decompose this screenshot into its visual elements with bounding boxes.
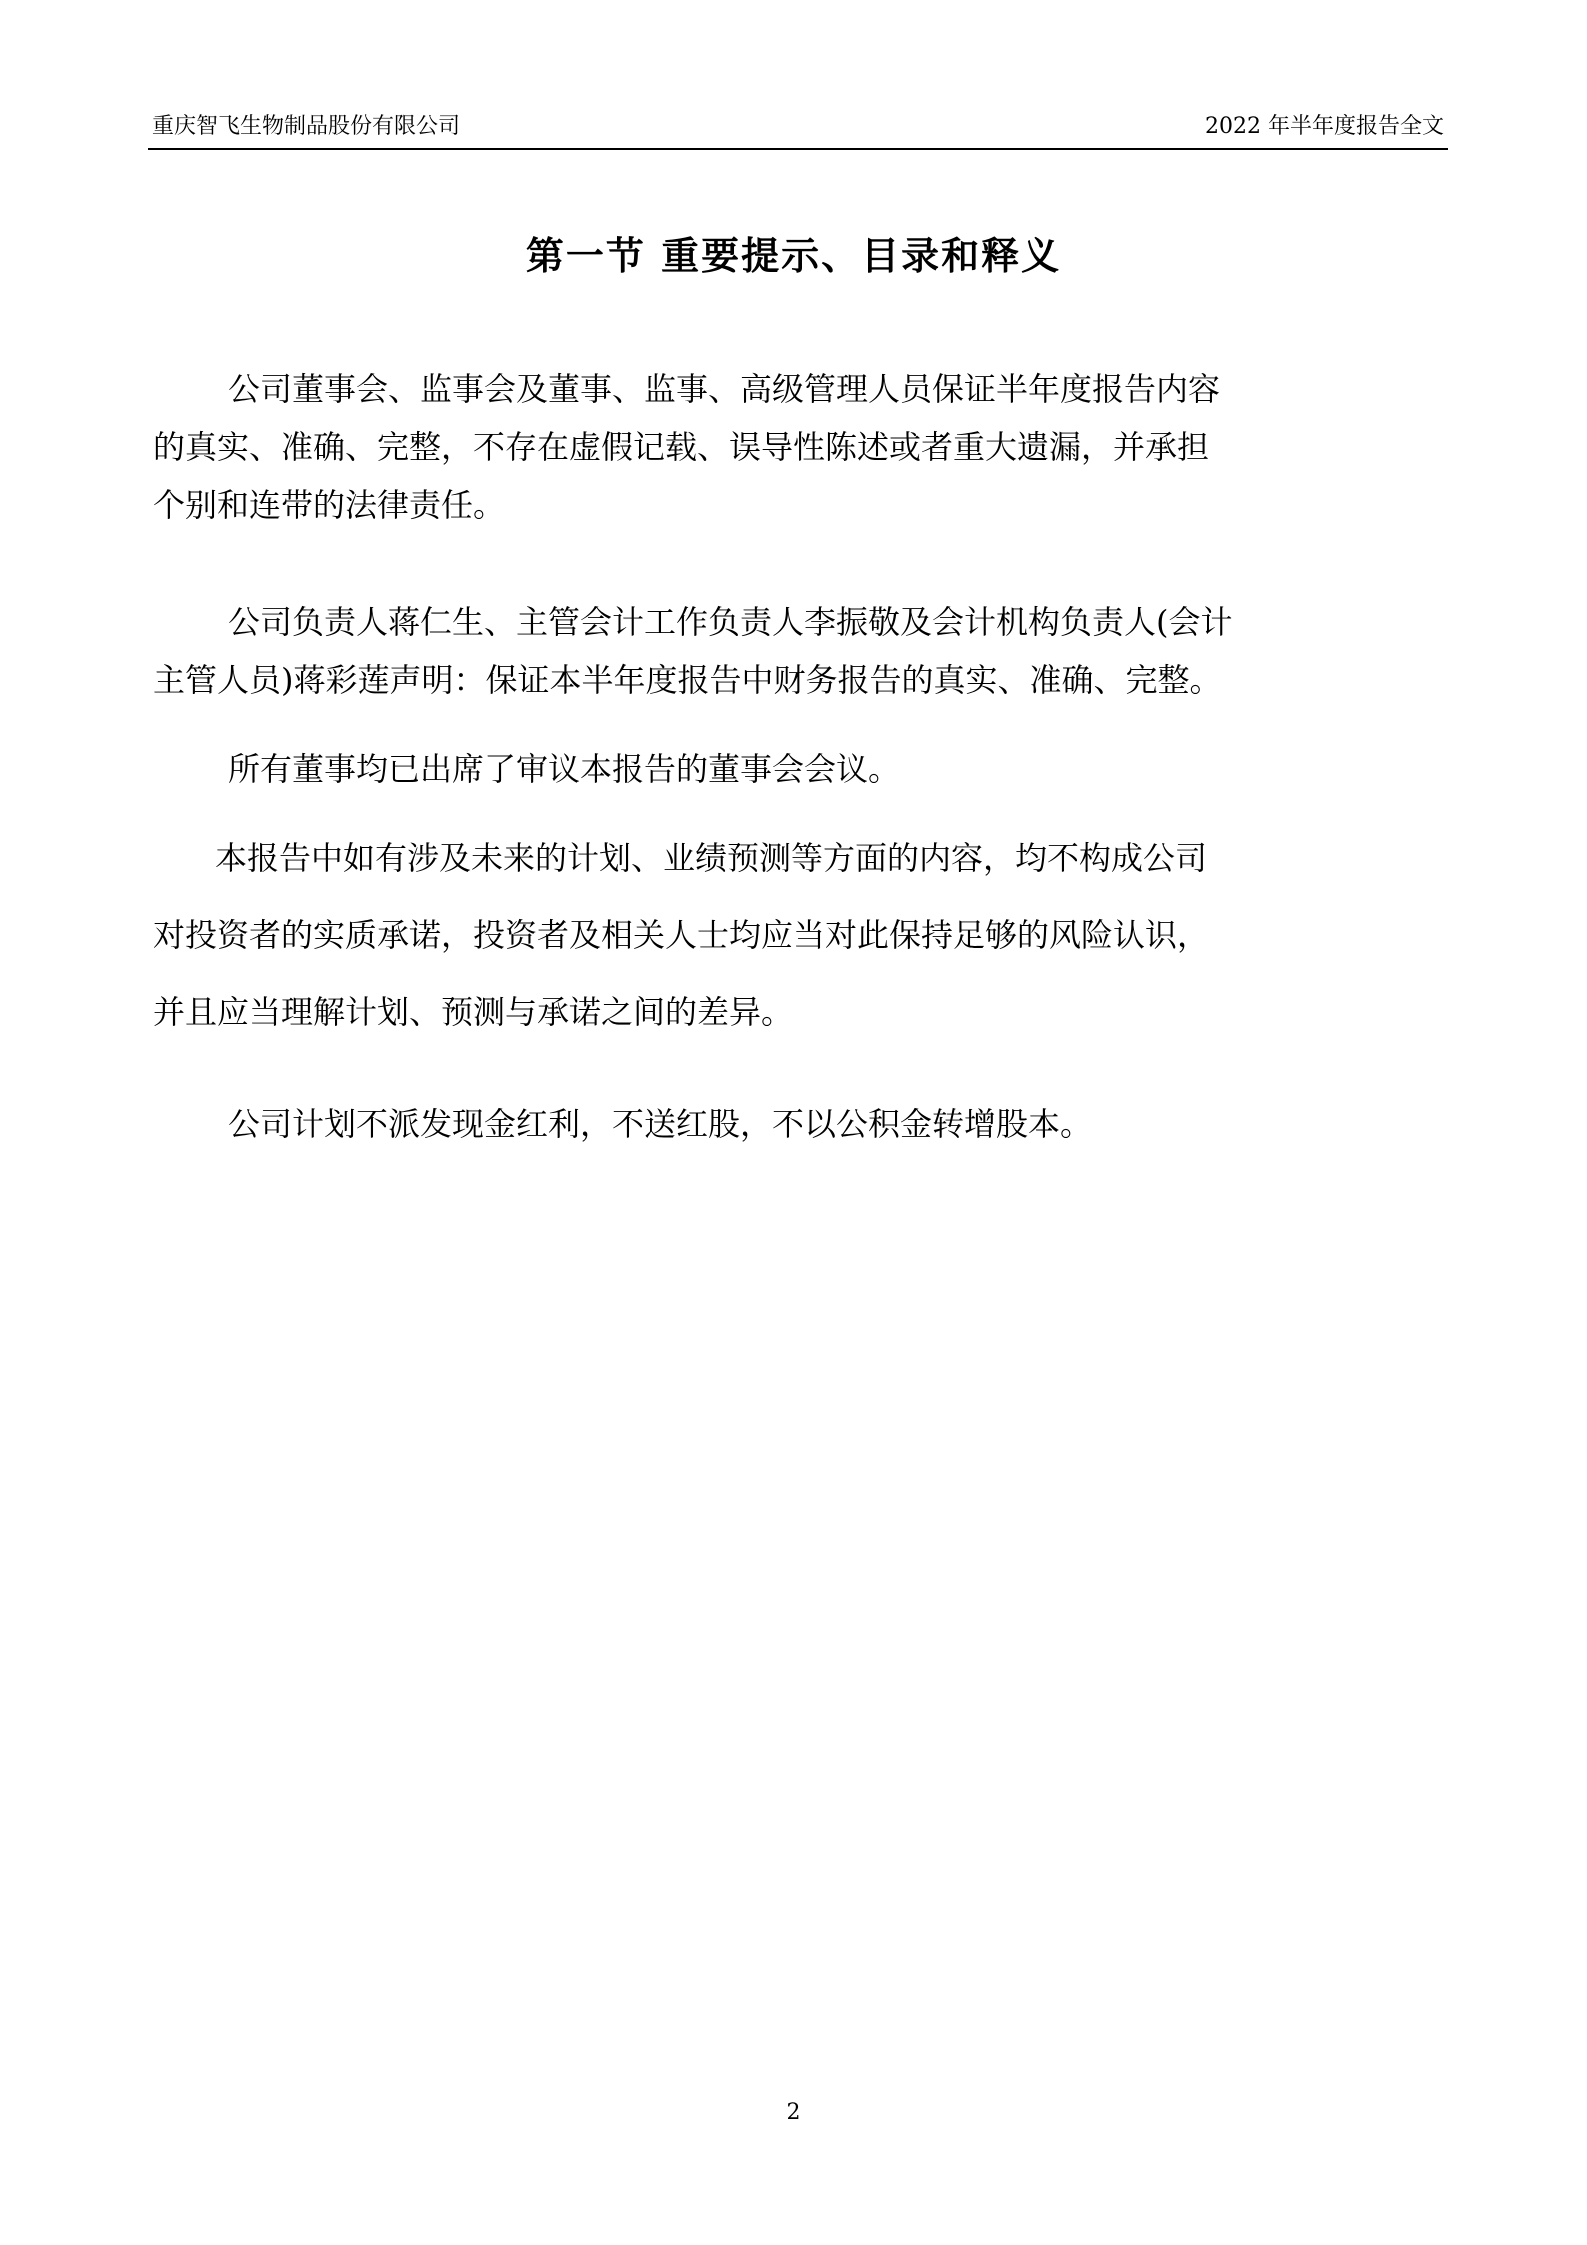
header-company-name: 重庆智飞生物制品股份有限公司 xyxy=(152,114,461,139)
paragraph-responsible-persons xyxy=(153,593,1413,709)
paragraph-line: 所有董事均已出席了审议本报告的董事会会议。 xyxy=(228,750,901,788)
paragraph-line: 并且应当理解计划、预测与承诺之间的差异。 xyxy=(153,993,794,1031)
paragraph-forward-looking xyxy=(153,820,1413,1051)
paragraph-directors-attendance xyxy=(153,740,1413,798)
paragraph-line: 个别和连带的法律责任。 xyxy=(153,486,506,524)
paragraph-line: 主管人员)蒋彩莲声明：保证本半年度报告中财务报告的真实、准确、完整。 xyxy=(153,661,1222,699)
page-header xyxy=(148,112,1448,150)
section-title: 第一节 重要提示、目录和释义 xyxy=(525,233,1062,278)
paragraph-line: 公司计划不派发现金红利，不送红股，不以公积金转增股本。 xyxy=(228,1105,1093,1143)
paragraph-board-guarantee xyxy=(153,360,1413,534)
paragraph-line: 对投资者的实质承诺，投资者及相关人士均应当对此保持足够的风险认识， xyxy=(153,916,1210,954)
paragraph-line: 的真实、准确、完整，不存在虚假记载、误导性陈述或者重大遗漏，并承担 xyxy=(153,428,1210,466)
paragraph-line: 公司负责人蒋仁生、主管会计工作负责人李振敬及会计机构负责人(会计 xyxy=(228,603,1233,641)
paragraph-line: 本报告中如有涉及未来的计划、业绩预测等方面的内容，均不构成公司 xyxy=(215,839,1208,877)
header-report-title: 2022 年半年度报告全文 xyxy=(1205,114,1444,139)
paragraph-line: 公司董事会、监事会及董事、监事、高级管理人员保证半年度报告内容 xyxy=(228,370,1221,408)
paragraph-dividend-plan xyxy=(153,1095,1413,1153)
page-number: 2 xyxy=(786,2100,801,2125)
